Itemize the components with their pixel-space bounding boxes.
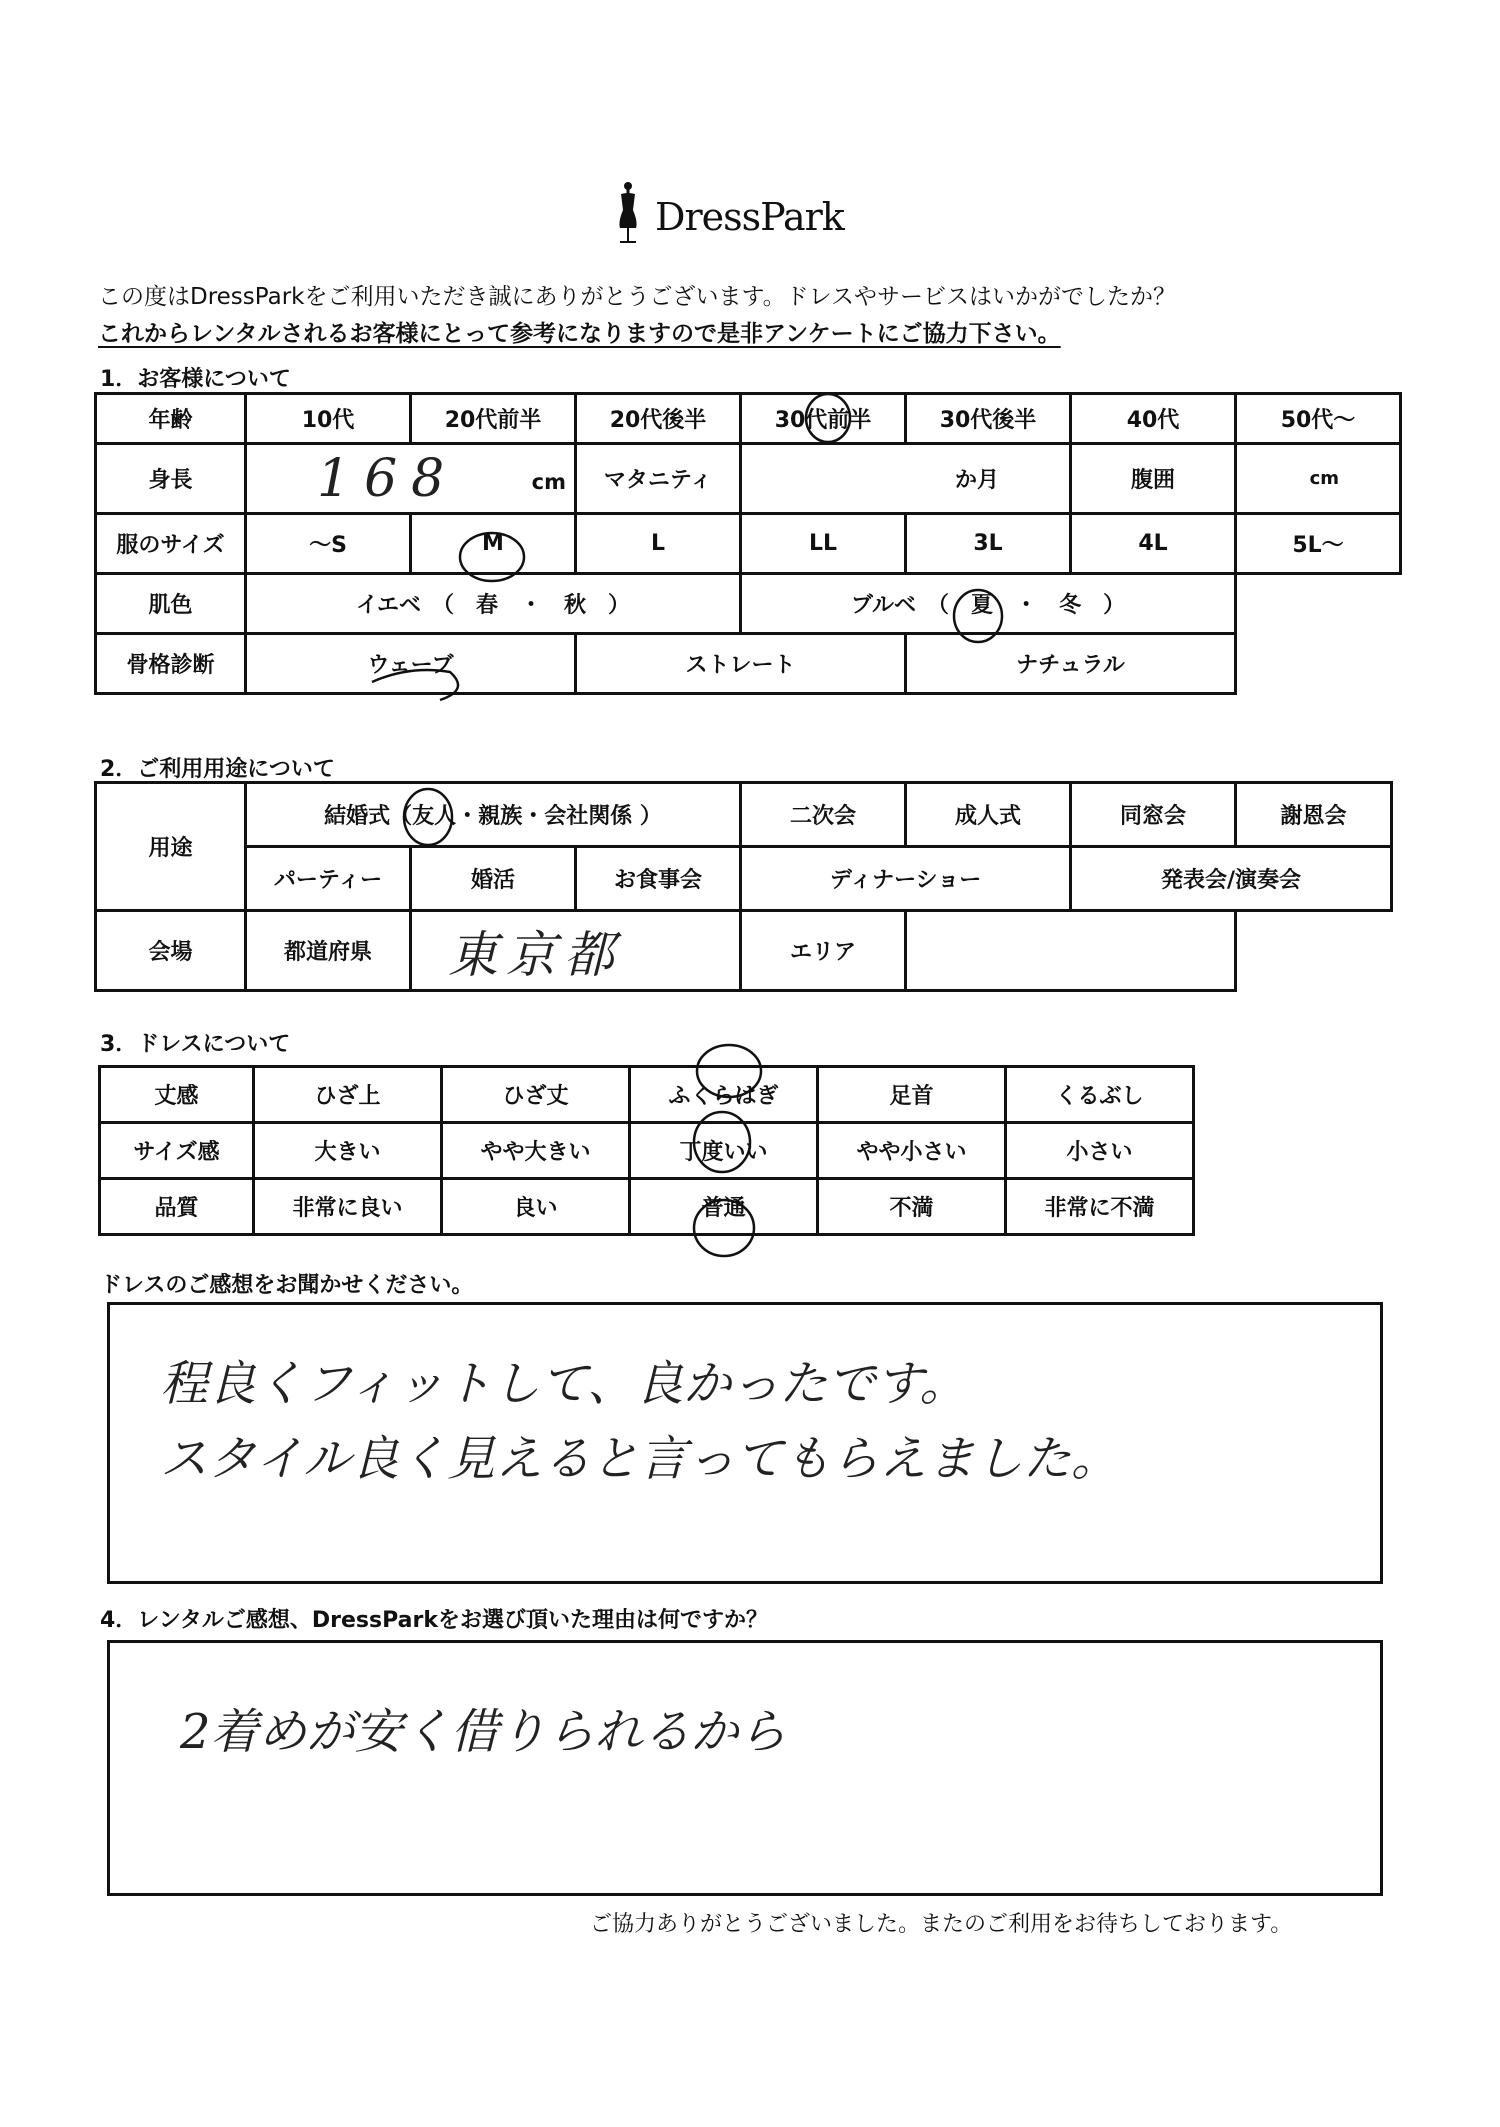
age-option-selected[interactable]: 30代前半	[741, 394, 906, 444]
dress-comment-line2: スタイル良く見えると言ってもらえました。	[160, 1431, 1120, 1487]
prefecture-label: 都道府県	[246, 911, 411, 991]
age-option[interactable]: 10代	[246, 394, 411, 444]
wedding-option[interactable]	[246, 783, 741, 847]
skin-blue-suffix: ・ 冬 ）	[1015, 593, 1126, 618]
wedding-prefix: 結婚式（	[324, 804, 413, 829]
fit-option[interactable]: やや小さい	[818, 1123, 1006, 1179]
intro-text: この度はDressParkをご利用いただき誠にありがとうございます。ドレスやサービスはいかがでしたか？	[98, 284, 1176, 310]
dress-comment-line1: 程良くフィットして、良かったです。	[160, 1356, 968, 1412]
area-label: エリア	[741, 911, 906, 991]
quality-option[interactable]: 非常に良い	[254, 1179, 442, 1235]
skin-yellow-option[interactable]: イエベ （ 春 ・ 秋 ）	[246, 574, 741, 634]
height-unit: cm	[531, 470, 566, 494]
height-label: 身長	[96, 444, 246, 514]
venue-label: 会場	[96, 911, 246, 991]
height-value: 168	[317, 448, 459, 509]
maternity-months[interactable]: か月	[741, 444, 1071, 514]
fit-option-selected[interactable]: 丁度いい	[630, 1123, 818, 1179]
purpose-option[interactable]: 謝恩会	[1236, 783, 1392, 847]
purpose-option[interactable]: 婚活	[411, 847, 576, 911]
frame-option[interactable]: ストレート	[576, 634, 906, 694]
skin-blue-prefix: ブルベ （	[850, 593, 950, 618]
size-label: 服のサイズ	[96, 514, 246, 574]
age-option[interactable]: 30代後半	[906, 394, 1071, 444]
purpose-table	[94, 781, 1393, 992]
age-option[interactable]: 40代	[1071, 394, 1236, 444]
length-option[interactable]: ひざ上	[254, 1067, 442, 1123]
quality-option[interactable]: 不満	[818, 1179, 1006, 1235]
age-label: 年齢	[96, 394, 246, 444]
fit-option[interactable]: 小さい	[1006, 1123, 1194, 1179]
fit-label: サイズ感	[100, 1123, 254, 1179]
prefecture-value: 東京都	[448, 925, 622, 984]
skin-summer-selected[interactable]: 夏	[971, 593, 994, 618]
frame-option-selected[interactable]: ウェーブ	[246, 634, 576, 694]
quality-option[interactable]: 良い	[442, 1179, 630, 1235]
dress-comment-prompt: ドレスのご感想をお聞かせください。	[100, 1273, 474, 1298]
intro-request: これからレンタルされるお客様にとって参考になりますので是非アンケートにご協力下さい。	[98, 321, 1061, 347]
section4-title: 4．レンタルご感想、DressParkをお選び頂いた理由は何ですか？	[100, 1608, 768, 1633]
age-option[interactable]: 20代後半	[576, 394, 741, 444]
size-option[interactable]: 4L	[1071, 514, 1236, 574]
length-label: 丈感	[100, 1067, 254, 1123]
wedding-suffix: ・親族・会社関係 ）	[456, 804, 662, 829]
purpose-option[interactable]: パーティー	[246, 847, 411, 911]
quality-label: 品質	[100, 1179, 254, 1235]
height-field[interactable]	[246, 444, 576, 514]
frame-option[interactable]: ナチュラル	[906, 634, 1236, 694]
section2-title: 2．ご利用用途について	[100, 757, 335, 782]
customer-info-table	[94, 392, 1402, 695]
maternity-label: マタニティ	[576, 444, 741, 514]
purpose-option[interactable]: 発表会/演奏会	[1071, 847, 1392, 911]
reason-answer: 2着めが安く借りられるから	[180, 1704, 787, 1760]
quality-option-selected[interactable]: 普通	[630, 1179, 818, 1235]
size-option[interactable]: L	[576, 514, 741, 574]
age-option[interactable]: 50代～	[1236, 394, 1401, 444]
purpose-option[interactable]: お食事会	[576, 847, 741, 911]
purpose-option[interactable]: ディナーショー	[741, 847, 1071, 911]
section3-title: 3．ドレスについて	[100, 1032, 291, 1057]
size-option-selected[interactable]: M	[411, 514, 576, 574]
purpose-label: 用途	[96, 783, 246, 911]
wedding-friend-selected[interactable]: 友人	[412, 804, 457, 829]
length-option[interactable]: ひざ丈	[442, 1067, 630, 1123]
section1-title: 1．お客様について	[100, 367, 291, 392]
reason-answer-box[interactable]	[107, 1640, 1383, 1896]
fit-option[interactable]: 大きい	[254, 1123, 442, 1179]
length-option[interactable]: くるぶし	[1006, 1067, 1194, 1123]
size-option[interactable]: LL	[741, 514, 906, 574]
quality-option[interactable]: 非常に不満	[1006, 1179, 1194, 1235]
prefecture-field[interactable]	[411, 911, 741, 991]
waist-label: 腹囲	[1071, 444, 1236, 514]
waist-unit[interactable]: cm	[1236, 444, 1401, 514]
age-option[interactable]: 20代前半	[411, 394, 576, 444]
skin-blue-option[interactable]	[741, 574, 1236, 634]
purpose-option[interactable]: 成人式	[906, 783, 1071, 847]
size-option[interactable]: 3L	[906, 514, 1071, 574]
size-option[interactable]: ～S	[246, 514, 411, 574]
brand-name: DressPark	[655, 195, 844, 239]
dress-table	[98, 1065, 1195, 1236]
purpose-option[interactable]: 二次会	[741, 783, 906, 847]
area-field[interactable]	[906, 911, 1236, 991]
purpose-option[interactable]: 同窓会	[1071, 783, 1236, 847]
size-option[interactable]: 5L～	[1236, 514, 1401, 574]
skin-label: 肌色	[96, 574, 246, 634]
frame-label: 骨格診断	[96, 634, 246, 694]
dress-comment-box[interactable]	[107, 1302, 1383, 1584]
fit-option[interactable]: やや大きい	[442, 1123, 630, 1179]
length-option[interactable]: 足首	[818, 1067, 1006, 1123]
footer-thanks: ご協力ありがとうございました。またのご利用をお待ちしております。	[590, 1912, 1293, 1937]
length-option-selected[interactable]: ふくらはぎ	[630, 1067, 818, 1123]
